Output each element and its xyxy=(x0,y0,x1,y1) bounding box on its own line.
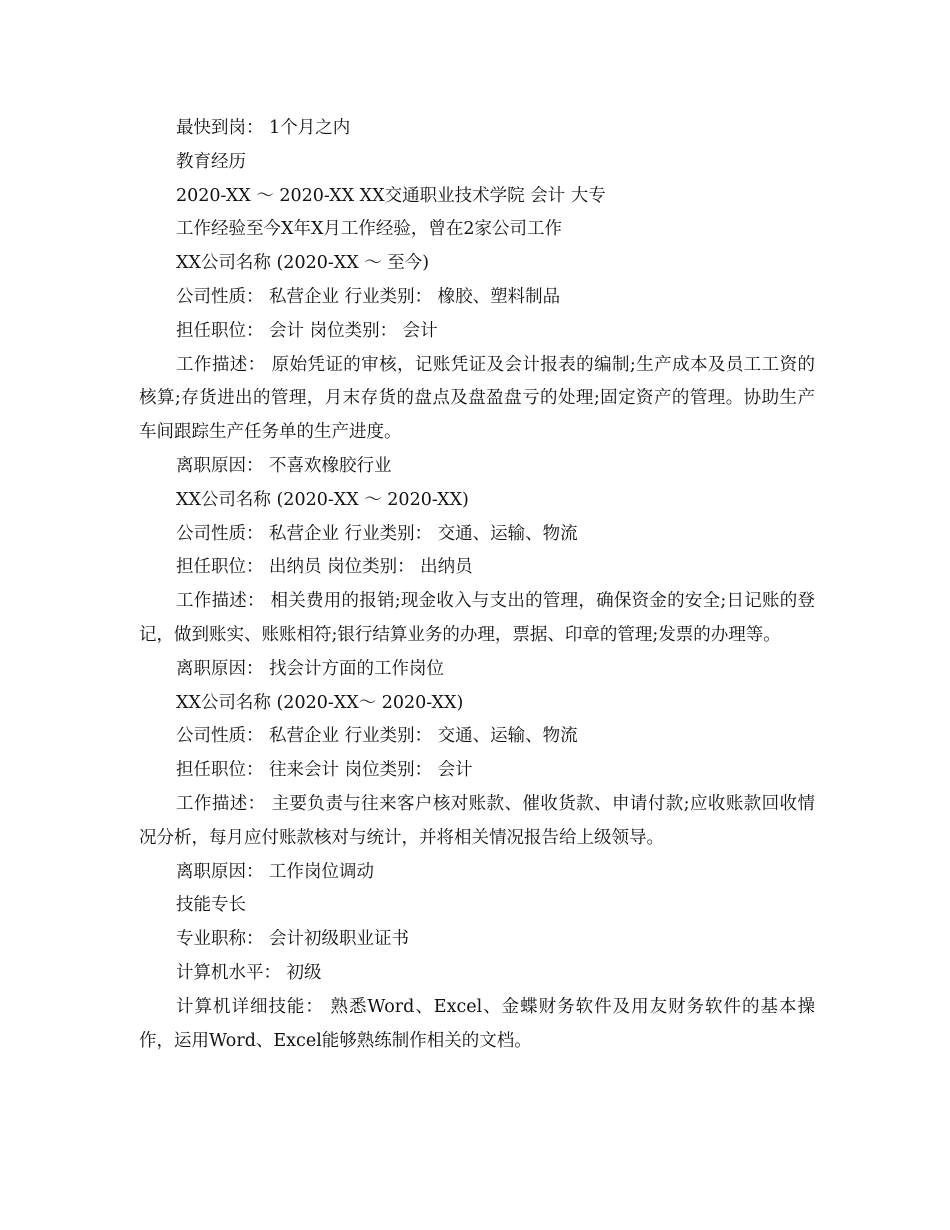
paragraph-education-entry: 2020-XX ～ 2020-XX XX交通职业技术学院 会计 大专 xyxy=(176,185,606,206)
section-heading-skills: 技能专长 xyxy=(176,895,246,916)
paragraph-company-1-nature: 公司性质： 私营企业 行业类别： 橡胶、塑料制品 xyxy=(176,286,561,307)
paragraph-professional-title: 专业职称： 会计初级职业证书 xyxy=(176,929,410,950)
paragraph-company-1-leave-reason: 离职原因： 不喜欢橡胶行业 xyxy=(176,455,392,476)
paragraph-work-experience-summary: 工作经验至今X年X月工作经验，曾在2家公司工作 xyxy=(176,219,563,240)
paragraph-company-2-description: 工作描述： 相关费用的报销;现金收入与支出的管理，确保资金的安全;日记账的登记，做到账实、账账相符;银行结算业务的办理，票据、印章的管理;发票的办理等。 xyxy=(139,591,815,645)
paragraph-company-2-leave-reason: 离职原因： 找会计方面的工作岗位 xyxy=(176,658,445,679)
paragraph-company-3-leave-reason: 离职原因： 工作岗位调动 xyxy=(176,861,375,882)
paragraph-company-3-position: 担任职位： 往来会计 岗位类别： 会计 xyxy=(176,760,473,781)
paragraph-company-2-name: XX公司名称 (2020-XX ～ 2020-XX) xyxy=(176,489,469,510)
paragraph-computer-level: 计算机水平： 初级 xyxy=(176,962,322,983)
document-body xyxy=(139,112,815,1058)
paragraph-company-3-nature: 公司性质： 私营企业 行业类别： 交通、运输、物流 xyxy=(176,726,578,747)
paragraph-company-2-nature: 公司性质： 私营企业 行业类别： 交通、运输、物流 xyxy=(176,523,578,544)
section-heading-education: 教育经历 xyxy=(176,151,246,172)
paragraph-company-1-name: XX公司名称 (2020-XX ～ 至今) xyxy=(176,253,430,274)
paragraph-company-2-position: 担任职位： 出纳员 岗位类别： 出纳员 xyxy=(176,557,473,578)
paragraph-computer-skills: 计算机详细技能： 熟悉Word、Excel、金蝶财务软件及用友财务软件的基本操作，运用Word、Excel能够熟练制作相关的文档。 xyxy=(139,996,815,1051)
paragraph-company-1-position: 担任职位： 会计 岗位类别： 会计 xyxy=(176,320,438,341)
paragraph-company-3-description: 工作描述： 主要负责与往来客户核对账款、催收货款、申请付款;应收账款回收情况分析，每月应付账款核对与统计，并将相关情况报告给上级领导。 xyxy=(139,793,815,848)
paragraph-company-1-description: 工作描述： 原始凭证的审核，记账凭证及会计报表的编制;生产成本及员工工资的核算;存货进出的管理，月末存货的盘点及盘盈盘亏的处理;固定资产的管理。协助生产车间跟踪生产任务单的生产进度。 xyxy=(139,354,815,443)
paragraph-arrival-time: 最快到岗： 1个月之内 xyxy=(176,118,351,138)
paragraph-company-3-name: XX公司名称 (2020-XX～ 2020-XX) xyxy=(176,692,464,713)
